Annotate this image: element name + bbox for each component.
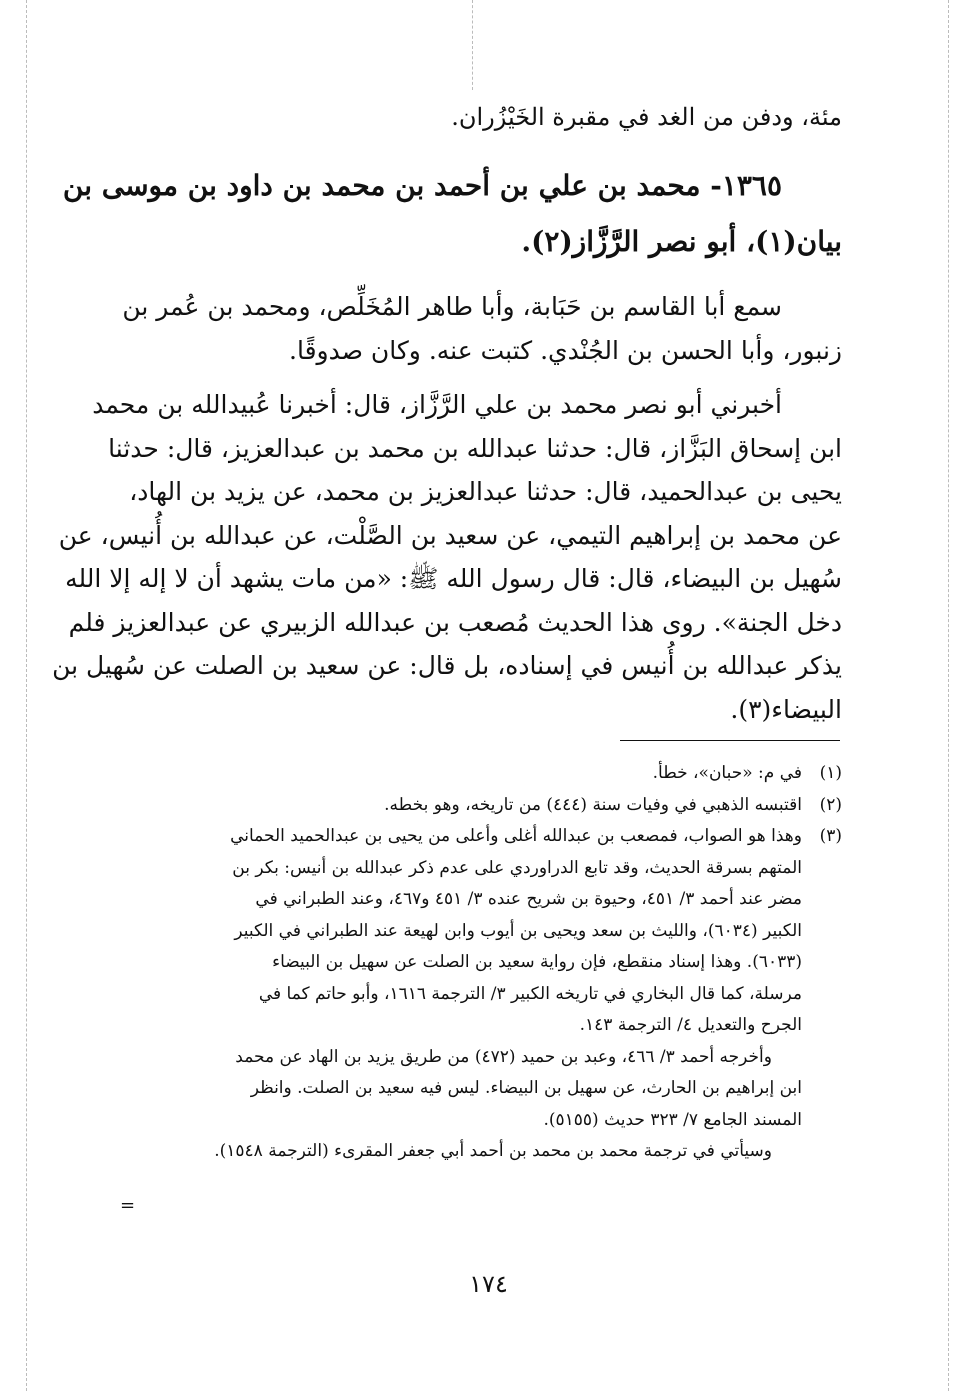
footnote-line: وسيأتي في ترجمة محمد بن محمد بن أحمد أبي جعفر المقرىء (الترجمة ١٥٤٨). <box>214 1141 772 1161</box>
footnote-divider <box>620 740 840 741</box>
paragraph-line: سُهيل بن البيضاء، قال: قال رسول الله ﷺ: «من مات يشهد أن لا إله إلا الله <box>65 564 842 593</box>
entry-heading-line-2: بيان(١)، أبو نصر الرَّزَّاز(٢). <box>521 225 842 258</box>
entry-heading-line-1: ١٣٦٥- محمد بن علي بن أحمد بن محمد بن داود بن موسى بن <box>62 169 782 202</box>
footnote-line: الكبير (٦٠٣٤)، والليث بن سعد ويحيى بن أيوب وابن لهيعة عند الطبراني في الكبير <box>234 920 802 941</box>
scan-margin-left <box>26 0 27 1391</box>
entry-heading <box>62 158 842 270</box>
paragraph-line: يحيى بن عبدالحميد، قال: حدثنا عبدالعزيز بن محمد، عن يزيد بن الهاد، <box>129 477 842 506</box>
intro-line: مئة، ودفن من الغد في مقبرة الخَيْزُران. <box>451 103 842 131</box>
footnote-3-crossref <box>132 1136 842 1168</box>
footnote-line: اقتبسه الذهبي في وفيات سنة (٤٤٤) من تاريخه، وهو بخطه. <box>384 794 802 815</box>
footnote-line: الجرح والتعديل ٤/ الترجمة ١٤٣. <box>579 1015 802 1035</box>
footnote-number: (٣) <box>819 826 842 846</box>
footnote-line: مرسلة، كما قال البخاري في تاريخه الكبير ٣/ الترجمة ١٦١٦، وأبو حاتم كما في <box>258 983 802 1004</box>
footnote-number: (١) <box>819 763 842 783</box>
footnote-1 <box>132 758 842 790</box>
paragraph-hadith <box>52 383 842 731</box>
footnote-3-continuation <box>132 1042 842 1137</box>
footnote-line: مضر عند أحمد ٣/ ٤٥١، وحيوة بن شريح عنده ٣/ ٤٥١ و٤٦٧، وعند الطبراني في <box>255 889 802 909</box>
footnote-line: ابن إبراهيم بن الحارث، عن سهيل بن البيضاء. ليس فيه سعيد بن الصلت. وانظر <box>250 1078 802 1098</box>
footnote-3 <box>132 821 842 1042</box>
paragraph-line: عن محمد بن إبراهيم التيمي، عن سعيد بن الصَّلْت، عن عبدالله بن أُنيس، عن <box>58 520 842 550</box>
paragraph-line: يذكر عبدالله بن أُنيس في إسناده، بل قال: عن سعيد بن الصلت عن سُهيل بن <box>52 651 842 680</box>
paragraph-line: ابن إسحاق البَزَّاز، قال: حدثنا عبدالله بن محمد بن عبدالعزيز، قال: حدثنا <box>108 433 842 463</box>
paragraph-line: دخل الجنة». روى هذا الحديث مُصعب بن عبدالله الزبيري عن عبدالعزيز فلم <box>68 607 842 637</box>
footnote-2 <box>132 790 842 822</box>
footnote-line: (٦٠٣٣). وهذا إسناد منقطع، فإن رواية سعيد بن الصلت عن سهيل بن البيضاء <box>272 952 802 972</box>
footnote-line: وأخرجه أحمد ٣/ ٤٦٦، وعبد بن حميد (٤٧٢) من طريق يزيد بن الهاد عن محمد <box>235 1046 772 1067</box>
footnote-line: المسند الجامع ٧/ ٣٢٣ حديث (٥١٥٥). <box>543 1109 802 1130</box>
paragraph-line: البيضاء(٣). <box>730 694 842 724</box>
continuation-mark: = <box>120 1195 136 1216</box>
scan-margin-right <box>948 0 949 1391</box>
paragraph-teachers <box>122 285 842 373</box>
paragraph-line: سمع أبا القاسم بن حَبَابة، وأبا طاهر المُخَلِّص، ومحمد بن عُمر بن <box>122 292 782 321</box>
paragraph-line: أخبرني أبو نصر محمد بن علي الرَّزَّاز، قال: أخبرنا عُبيدالله بن محمد <box>92 390 782 419</box>
scan-margin-top <box>472 0 473 90</box>
footnotes <box>132 758 842 1168</box>
footnote-line: وهذا هو الصواب، فمصعب بن عبدالله أغلى وأعلى من يحيى بن عبدالحميد الحماني <box>230 826 802 846</box>
footnote-line: المتهم بسرقة الحديث، وقد تابع الدراوردي على عدم ذكر عبدالله بن أنيس: بكر بن <box>232 857 802 878</box>
intro-paragraph <box>132 100 842 134</box>
page-number: ١٧٤ <box>469 1270 508 1298</box>
footnote-number: (٢) <box>819 794 842 815</box>
paragraph-line: زنبور، وأبا الحسن بن الجُنْدي. كتبت عنه. وكان صدوقًا. <box>289 336 842 365</box>
footnote-line: في م: «حبان»، خطأ. <box>652 763 802 783</box>
